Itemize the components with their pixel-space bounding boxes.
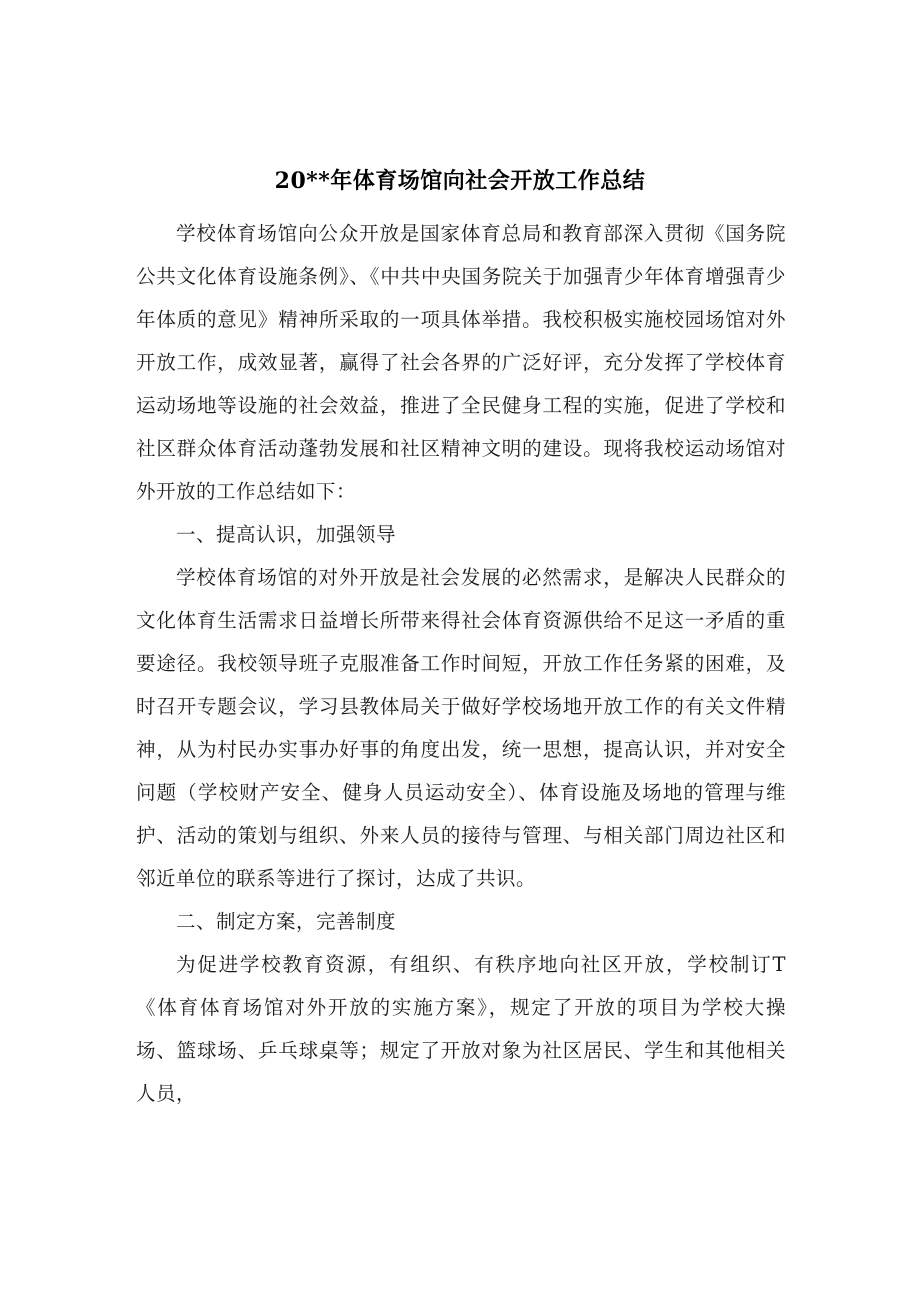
paragraph-intro: 学校体育场馆向公众开放是国家体育总局和教育部深入贯彻《国务院公共文化体育设施条例》、《中共中央国务院关于加强青少年体育增强青少年体质的意见》精神所采取的一项具体举措。我校积极实施校园场馆对外开放工作，成效显著，赢得了社会各界的广泛好评，充分发挥了学校体育运动场地等设施的社会效益，推进了全民健身工程的实施，促进了学校和社区群众体育活动蓬勃发展和社区精神文明的建设。现将我校运动场馆对外开放的工作总结如下： [136, 222, 786, 503]
paragraph-section-2: 为促进学校教育资源，有组织、有秩序地向社区开放，学校制订T《体育体育场馆对外开放的实施方案》，规定了开放的项目为学校大操场、篮球场、乒乓球桌等；规定了开放对象为社区居民、学生和其他相关人员， [136, 953, 786, 1105]
paragraph-section-1: 学校体育场馆的对外开放是社会发展的必然需求，是解决人民群众的文化体育生活需求日益增长所带来得社会体育资源供给不足这一矛盾的重要途径。我校领导班子克服准备工作时间短，开放工作任务紧的困难，及时召开专题会议，学习县教体局关于做好学校场地开放工作的有关文件精神，从为村民办实事办好事的角度出发，统一思想，提高认识，并对安全问题（学校财产安全、健身人员运动安全）、体育设施及场地的管理与维护、活动的策划与组织、外来人员的接待与管理、与相关部门周边社区和邻近单位的联系等进行了探讨，达成了共识。 [136, 566, 786, 890]
section-heading-1: 一、提高认识，加强领导 [176, 523, 397, 546]
document-title: 20**年体育场馆向社会开放工作总结 [274, 168, 646, 194]
section-heading-2: 二、制定方案，完善制度 [176, 910, 397, 933]
document-body [136, 212, 786, 1115]
